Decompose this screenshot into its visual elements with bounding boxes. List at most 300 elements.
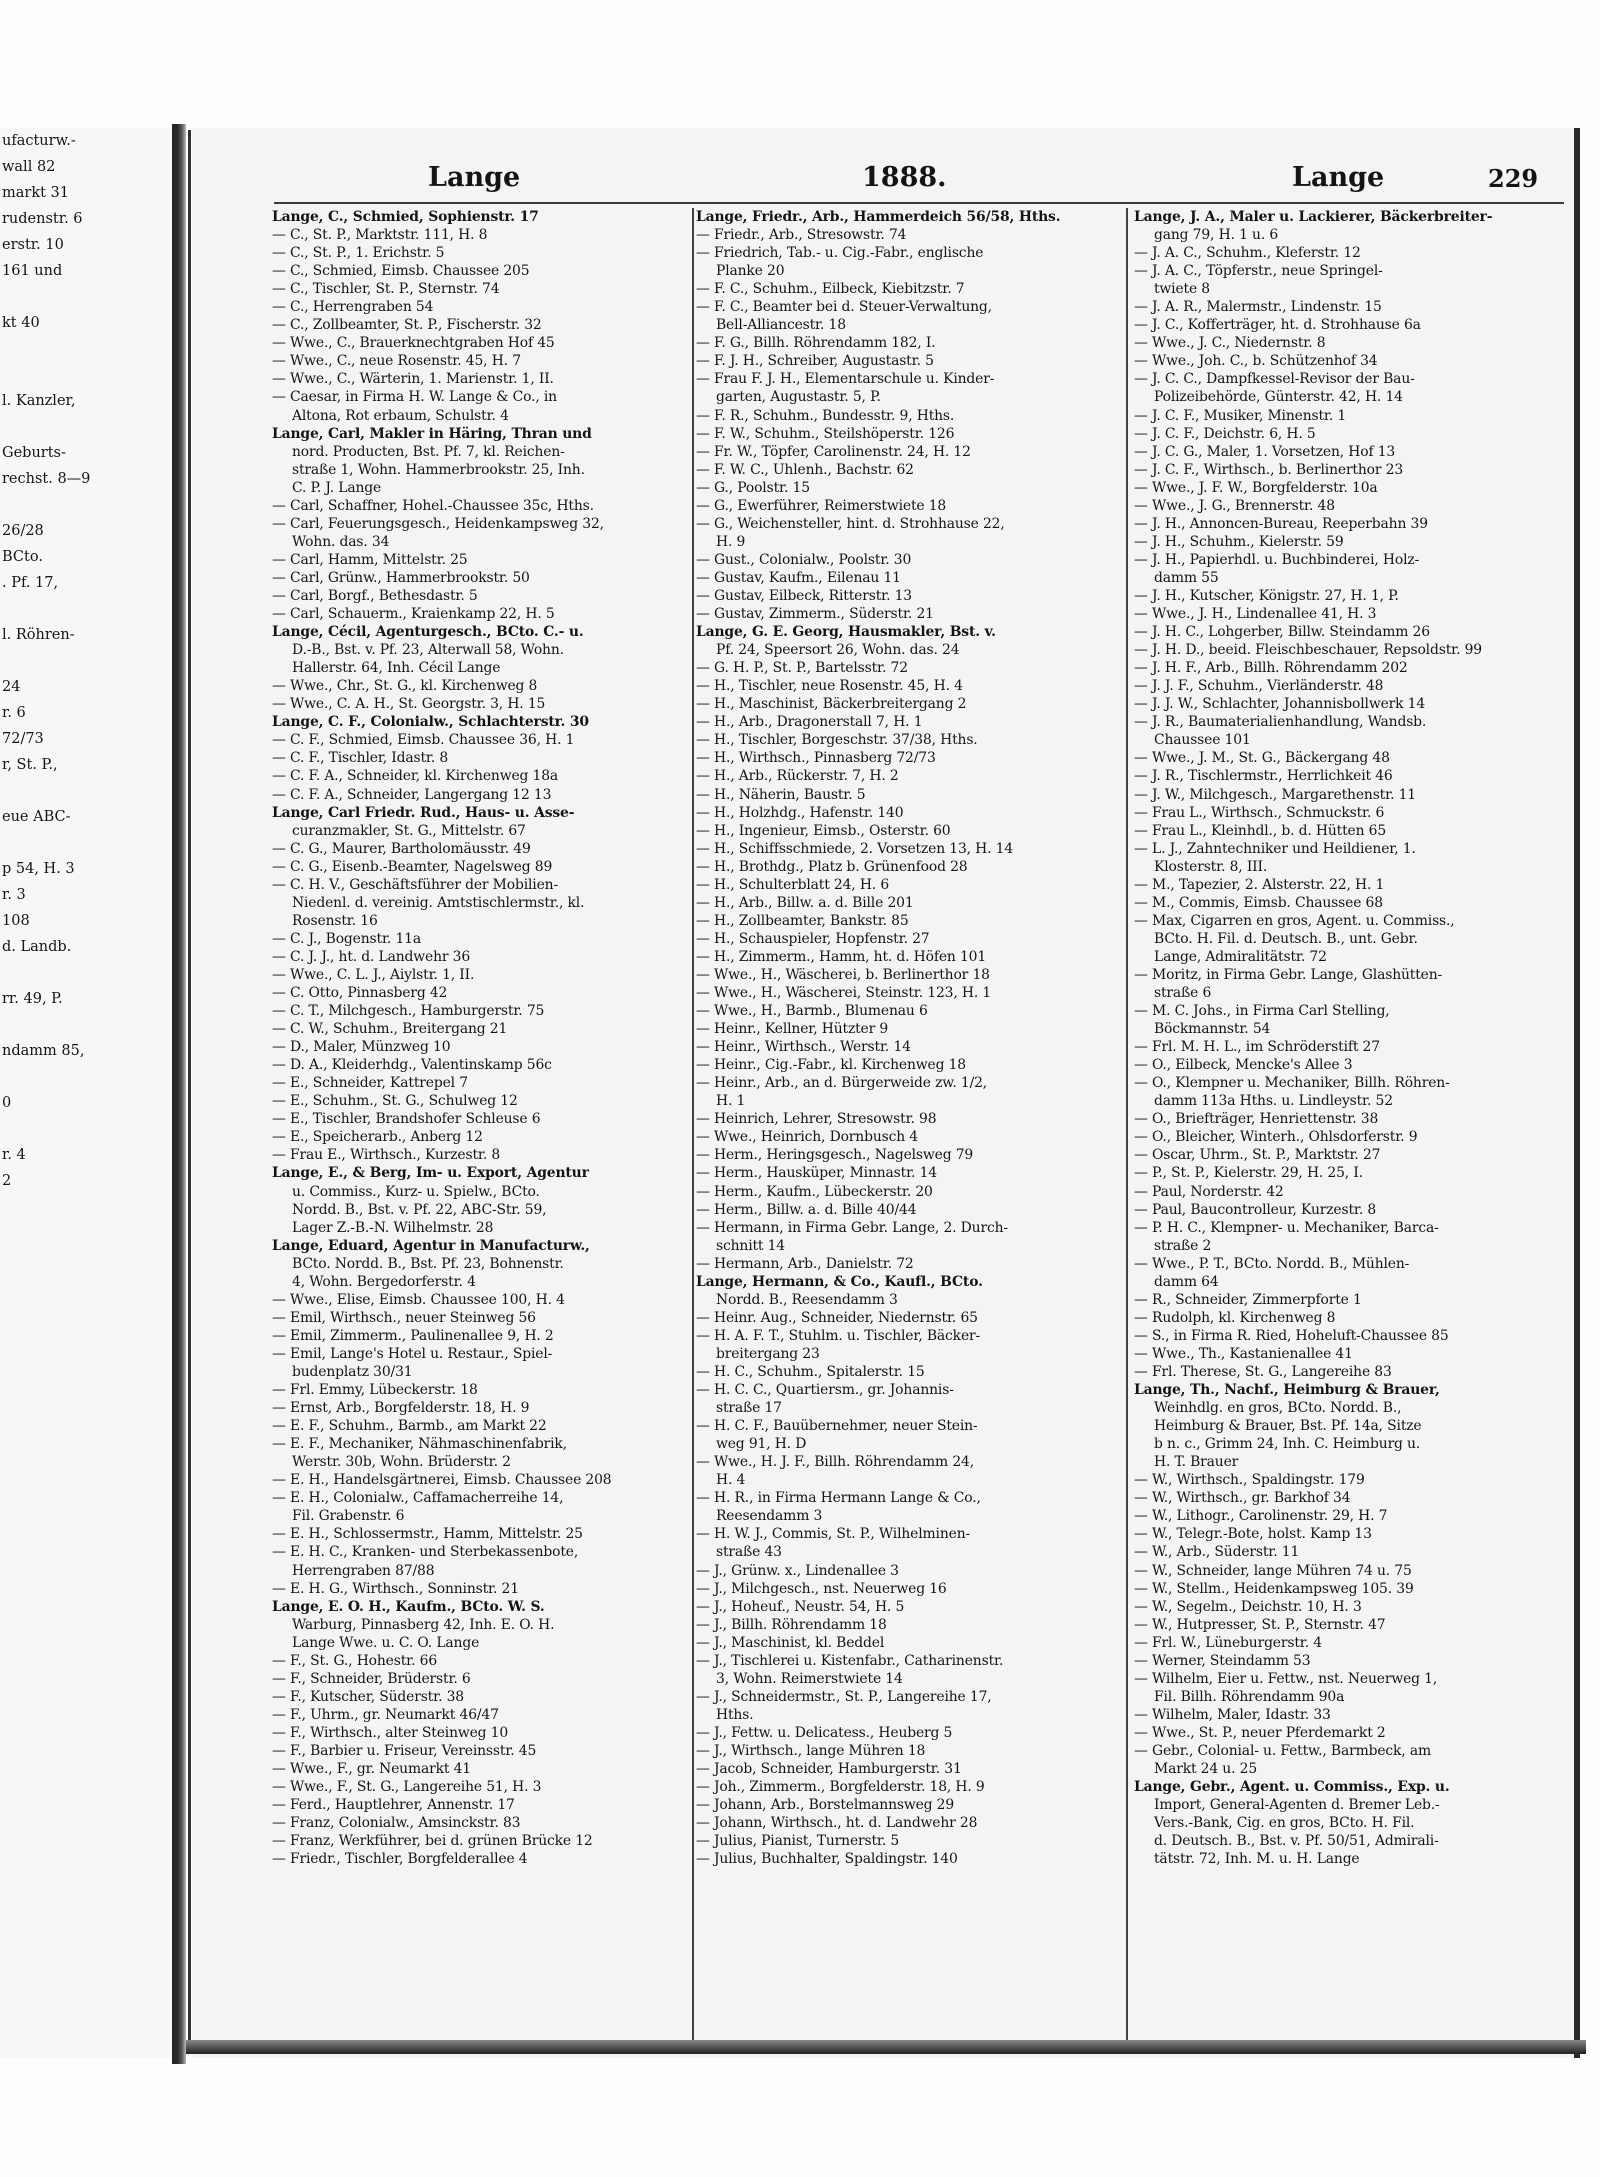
directory-entry: — J., Tischlerei u. Kistenfabr., Catharinenstr. bbox=[696, 1652, 1004, 1669]
directory-entry: — Rudolph, kl. Kirchenweg 8 bbox=[1134, 1309, 1336, 1326]
directory-entry: — E., Tischler, Brandshofer Schleuse 6 bbox=[272, 1111, 541, 1128]
directory-entry: — Wwe., J. H., Lindenallee 41, H. 3 bbox=[1134, 606, 1377, 623]
running-head-right: Lange bbox=[1292, 162, 1385, 193]
directory-entry: — Carl, Grünw., Hammerbrookstr. 50 bbox=[272, 569, 530, 586]
directory-entry: Heimburg & Brauer, Bst. Pf. 14a, Sitze bbox=[1154, 1418, 1422, 1435]
directory-entry: — H., Zimmerm., Hamm, ht. d. Höfen 101 bbox=[696, 948, 987, 965]
directory-entry: Nordd. B., Reesendamm 3 bbox=[716, 1291, 898, 1308]
directory-entry: — Frau L., Wirthsch., Schmuckstr. 6 bbox=[1134, 804, 1385, 821]
directory-entry: — Ernst, Arb., Borgfelderstr. 18, H. 9 bbox=[272, 1400, 530, 1417]
directory-entry: — S., in Firma R. Ried, Hoheluft-Chaussee 85 bbox=[1134, 1327, 1449, 1344]
left-page-text-fragment bbox=[0, 1402, 172, 1428]
directory-entry: — H., Brothdg., Platz b. Grünenfood 28 bbox=[696, 858, 968, 875]
left-page-text-fragment bbox=[0, 1896, 172, 1922]
directory-entry: Pf. 24, Speersort 26, Wohn. das. 24 bbox=[716, 642, 960, 659]
directory-entry: — Emil, Wirthsch., neuer Steinweg 56 bbox=[272, 1309, 536, 1326]
directory-entry: — C. H. V., Geschäftsführer der Mobilien- bbox=[272, 876, 558, 893]
directory-entry: Rosenstr. 16 bbox=[292, 912, 378, 929]
left-page-text-fragment: 26/28 bbox=[2, 523, 44, 539]
directory-entry: — J., Schneidermstr., St. P., Langereihe 17, bbox=[696, 1688, 992, 1705]
left-page-text-fragment bbox=[0, 1220, 172, 1246]
directory-entry: — J. J. W., Schlachter, Johannisbollwerk 14 bbox=[1134, 696, 1426, 713]
directory-entry: straße 6 bbox=[1154, 985, 1212, 1002]
left-page-text-fragment bbox=[0, 1740, 172, 1766]
directory-entry: — Caesar, in Firma H. W. Lange & Co., in bbox=[272, 389, 557, 406]
left-page-text-fragment: kt 40 bbox=[2, 315, 40, 331]
left-page-text-fragment bbox=[0, 648, 172, 674]
directory-entry: — H. C. F., Bauübernehmer, neuer Stein- bbox=[696, 1418, 978, 1435]
directory-entry: weg 91, H. D bbox=[716, 1436, 807, 1453]
directory-entry: Niedenl. d. vereinig. Amtstischlermstr., kl. bbox=[292, 894, 585, 911]
directory-entry: Import, General-Agenten d. Bremer Leb.- bbox=[1154, 1797, 1440, 1814]
directory-entry: — Paul, Baucontrolleur, Kurzestr. 8 bbox=[1134, 1201, 1377, 1218]
directory-entry: — J. H., Papierhdl. u. Buchbinderei, Holz- bbox=[1134, 551, 1420, 568]
directory-entry: — J. J. F., Schuhm., Vierländerstr. 48 bbox=[1134, 678, 1384, 695]
directory-entry: — H., Tischler, neue Rosenstr. 45, H. 4 bbox=[696, 678, 963, 695]
directory-entry: — J., Hoheuf., Neustr. 54, H. 5 bbox=[696, 1598, 905, 1615]
directory-entry: Lange, Cécil, Agenturgesch., BCto. C.- u. bbox=[272, 624, 584, 641]
directory-entry: — E. H. C., Kranken- und Sterbekassenbote, bbox=[272, 1544, 579, 1561]
directory-entry: — C., Herrengraben 54 bbox=[272, 299, 434, 316]
directory-entry: — Emil, Lange's Hotel u. Restaur., Spiel- bbox=[272, 1345, 553, 1362]
left-page-text-fragment: 2 bbox=[2, 1173, 12, 1189]
directory-entry: — L. J., Zahntechniker und Heildiener, 1. bbox=[1134, 840, 1416, 857]
directory-entry: — E. H. G., Wirthsch., Sonninstr. 21 bbox=[272, 1580, 519, 1597]
directory-entry: — J. H., Kutscher, Königstr. 27, H. 1, P. bbox=[1134, 587, 1399, 604]
column-3 bbox=[1134, 208, 1556, 1868]
left-page-text-fragment: rechst. 8—9 bbox=[2, 471, 91, 487]
directory-entry: — Friedr., Arb., Stresowstr. 74 bbox=[696, 227, 907, 244]
directory-entry: — Wwe., F., gr. Neumarkt 41 bbox=[272, 1761, 471, 1778]
directory-entry: tätstr. 72, Inh. M. u. H. Lange bbox=[1154, 1851, 1360, 1868]
directory-entry: damm 55 bbox=[1154, 569, 1219, 586]
directory-entry: — Herm., Kaufm., Lübeckerstr. 20 bbox=[696, 1183, 933, 1200]
directory-entry: — H., Näherin, Baustr. 5 bbox=[696, 786, 866, 803]
directory-entry: — Friedr., Tischler, Borgfelderallee 4 bbox=[272, 1851, 528, 1868]
left-page-text-fragment: erstr. 10 bbox=[2, 237, 64, 253]
directory-entry: — P., St. P., Kielerstr. 29, H. 25, I. bbox=[1134, 1165, 1363, 1182]
directory-entry: Polizeibehörde, Günterstr. 42, H. 14 bbox=[1154, 389, 1403, 406]
directory-entry: — H., Holzhdg., Hafenstr. 140 bbox=[696, 804, 904, 821]
directory-entry: — Moritz, in Firma Gebr. Lange, Glashütten- bbox=[1134, 966, 1443, 983]
directory-entry: Hths. bbox=[716, 1706, 754, 1723]
directory-entry: Reesendamm 3 bbox=[716, 1508, 823, 1525]
directory-entry: — H., Schauspieler, Hopfenstr. 27 bbox=[696, 930, 930, 947]
directory-entry: — H. W. J., Commis, St. P., Wilhelminen- bbox=[696, 1526, 971, 1543]
running-head-year: 1888. bbox=[862, 162, 947, 193]
directory-entry: straße 2 bbox=[1154, 1237, 1212, 1254]
directory-entry: — F., Wirthsch., alter Steinweg 10 bbox=[272, 1724, 509, 1741]
directory-entry: — H. A. F. T., Stuhlm. u. Tischler, Bäcker- bbox=[696, 1327, 981, 1344]
directory-entry: — Wilhelm, Maler, Idastr. 33 bbox=[1134, 1706, 1331, 1723]
directory-entry: — J. H., Annoncen-Bureau, Reeperbahn 39 bbox=[1134, 515, 1428, 532]
directory-entry: — E., Schneider, Kattrepel 7 bbox=[272, 1075, 468, 1092]
directory-entry: damm 64 bbox=[1154, 1273, 1219, 1290]
left-page-text-fragment bbox=[0, 1012, 172, 1038]
directory-entry: — Wwe., P. T., BCto. Nordd. B., Mühlen- bbox=[1134, 1255, 1410, 1272]
directory-entry: — Wwe., St. P., neuer Pferdemarkt 2 bbox=[1134, 1724, 1386, 1741]
directory-entry: — Jacob, Schneider, Hamburgerstr. 31 bbox=[696, 1761, 962, 1778]
directory-entry: — H., Zollbeamter, Bankstr. 85 bbox=[696, 912, 909, 929]
running-head-left: Lange bbox=[428, 162, 521, 193]
directory-entry: — Carl, Borgf., Bethesdastr. 5 bbox=[272, 587, 478, 604]
directory-entry: — F., Schneider, Brüderstr. 6 bbox=[272, 1670, 471, 1687]
left-page-text-fragment: p 54, H. 3 bbox=[2, 861, 75, 877]
left-page-text-fragment bbox=[0, 1818, 172, 1844]
directory-entry: — H. C., Schuhm., Spitalerstr. 15 bbox=[696, 1364, 925, 1380]
directory-entry: Chaussee 101 bbox=[1154, 732, 1251, 749]
directory-entry: — J. H. D., beeid. Fleischbeschauer, Repsoldstr. 99 bbox=[1134, 642, 1482, 659]
directory-entry: — Julius, Buchhalter, Spaldingstr. 140 bbox=[696, 1851, 958, 1868]
directory-entry: — C. F. A., Schneider, kl. Kirchenweg 18a bbox=[272, 768, 559, 785]
left-page-text-fragment bbox=[0, 1974, 172, 2000]
left-page-text-fragment: . Pf. 17, bbox=[2, 575, 59, 591]
directory-entry: Lange, Eduard, Agentur in Manufacturw., bbox=[272, 1237, 590, 1254]
directory-entry: — C. J., Bogenstr. 11a bbox=[272, 930, 421, 947]
column-separator bbox=[1126, 208, 1128, 2048]
directory-entry: schnitt 14 bbox=[716, 1237, 785, 1254]
book-gutter bbox=[172, 124, 186, 2064]
left-page-text-fragment: ufacturw.- bbox=[2, 133, 76, 149]
directory-entry: — Frl. M. H. L., im Schröderstift 27 bbox=[1134, 1039, 1380, 1056]
directory-entry: — G., Poolstr. 15 bbox=[696, 479, 810, 496]
directory-entry: — J. H. C., Lohgerber, Billw. Steindamm 26 bbox=[1134, 624, 1430, 641]
header-rule bbox=[274, 202, 1564, 204]
directory-entry: Fil. Grabenstr. 6 bbox=[292, 1508, 405, 1525]
directory-entry: — Wwe., H., Barmb., Blumenau 6 bbox=[696, 1003, 928, 1020]
directory-entry: — Franz, Colonialw., Amsinckstr. 83 bbox=[272, 1815, 521, 1832]
directory-entry: — J. A. C., Töpferstr., neue Springel- bbox=[1134, 263, 1383, 280]
page-number: 229 bbox=[1488, 164, 1539, 193]
directory-entry: — Carl, Schauerm., Kraienkamp 22, H. 5 bbox=[272, 606, 555, 623]
left-page-text-fragment bbox=[0, 1844, 172, 1870]
left-page-text-fragment bbox=[0, 1688, 172, 1714]
directory-entry: — Fr. W., Töpfer, Carolinenstr. 24, H. 12 bbox=[696, 443, 971, 460]
directory-entry: — G., Ewerführer, Reimerstwiete 18 bbox=[696, 497, 947, 514]
directory-entry: — Herm., Hausküper, Minnastr. 14 bbox=[696, 1165, 937, 1182]
directory-entry: — H., Schiffsschmiede, 2. Vorsetzen 13, H. 14 bbox=[696, 840, 1014, 857]
left-page-text-fragment bbox=[0, 1246, 172, 1272]
directory-entry: budenplatz 30/31 bbox=[292, 1364, 413, 1380]
directory-entry: — Heinr. Aug., Schneider, Niedernstr. 65 bbox=[696, 1309, 978, 1326]
directory-entry: Weinhdlg. en gros, BCto. Nordd. B., bbox=[1154, 1400, 1402, 1417]
directory-entry: — R., Schneider, Zimmerpforte 1 bbox=[1134, 1291, 1362, 1308]
directory-entry: — D., Maler, Münzweg 10 bbox=[272, 1039, 451, 1056]
left-page-text-fragment: r. 4 bbox=[2, 1147, 26, 1163]
directory-entry: — H., Arb., Billw. a. d. Bille 201 bbox=[696, 894, 914, 911]
directory-entry: — W., Hutpresser, St. P., Sternstr. 47 bbox=[1134, 1616, 1386, 1633]
left-page-text-fragment: r, St. P., bbox=[2, 757, 58, 773]
left-page-text-fragment bbox=[0, 1558, 172, 1584]
directory-entry: — Gustav, Kaufm., Eilenau 11 bbox=[696, 569, 901, 586]
directory-entry: — H., Maschinist, Bäckerbreitergang 2 bbox=[696, 696, 967, 713]
directory-entry: — G., Weichensteller, hint. d. Strohhause 22, bbox=[696, 515, 1005, 532]
directory-entry: 3, Wohn. Reimerstwiete 14 bbox=[716, 1670, 903, 1687]
directory-entry: — Wwe., Elise, Eimsb. Chaussee 100, H. 4 bbox=[272, 1291, 565, 1308]
directory-entry: — J. H. F., Arb., Billh. Röhrendamm 202 bbox=[1134, 660, 1408, 677]
directory-entry: curanzmakler, St. G., Mittelstr. 67 bbox=[292, 822, 526, 839]
directory-entry: — E., Speicherarb., Anberg 12 bbox=[272, 1129, 483, 1146]
left-page-text-fragment: 161 und bbox=[2, 263, 63, 279]
directory-entry: Lange Wwe. u. C. O. Lange bbox=[292, 1634, 480, 1651]
left-page-text-fragment bbox=[0, 1506, 172, 1532]
directory-entry: Lange, J. A., Maler u. Lackierer, Bäckerbreiter- bbox=[1134, 209, 1493, 225]
left-page-text-fragment bbox=[0, 1324, 172, 1350]
left-page-text-fragment bbox=[0, 1714, 172, 1740]
left-page-text-fragment: l. Kanzler, bbox=[2, 393, 76, 409]
directory-entry: — Julius, Pianist, Turnerstr. 5 bbox=[696, 1833, 900, 1850]
directory-entry: — F. G., Billh. Röhrendamm 182, I. bbox=[696, 335, 936, 352]
directory-entry: garten, Augustastr. 5, P. bbox=[716, 389, 881, 406]
directory-entry: — C., St. P., 1. Erichstr. 5 bbox=[272, 245, 445, 262]
directory-entry: straße 43 bbox=[716, 1544, 782, 1561]
directory-entry: — W., Schneider, lange Mühren 74 u. 75 bbox=[1134, 1562, 1412, 1579]
directory-entry: Wohn. das. 34 bbox=[292, 533, 390, 550]
directory-entry: Böckmannstr. 54 bbox=[1154, 1021, 1271, 1038]
directory-entry: Vers.-Bank, Cig. en gros, BCto. H. Fil. bbox=[1154, 1815, 1415, 1832]
directory-entry: — Wwe., C., Wärterin, 1. Marienstr. 1, II. bbox=[272, 371, 554, 388]
directory-entry: — Johann, Wirthsch., ht. d. Landwehr 28 bbox=[696, 1815, 978, 1832]
directory-entry: Warburg, Pinnasberg 42, Inh. E. O. H. bbox=[292, 1616, 555, 1633]
directory-entry: — J., Wirthsch., lange Mühren 18 bbox=[696, 1742, 926, 1759]
directory-entry: — W., Stellm., Heidenkampsweg 105. 39 bbox=[1134, 1580, 1414, 1597]
left-page-text-fragment bbox=[0, 1428, 172, 1454]
left-page-text-fragment: 24 bbox=[2, 679, 21, 695]
directory-entry: — H., Arb., Rückerstr. 7, H. 2 bbox=[696, 768, 899, 785]
directory-entry: H. 1 bbox=[716, 1093, 746, 1110]
left-page-text-fragment bbox=[0, 492, 172, 518]
directory-entry: — O., Bleicher, Winterh., Ohlsdorferstr. 9 bbox=[1134, 1129, 1418, 1146]
column-1 bbox=[272, 208, 690, 1868]
directory-entry: straße 1, Wohn. Hammerbrookstr. 25, Inh. bbox=[292, 461, 585, 478]
directory-entry: H. 9 bbox=[716, 533, 746, 550]
left-page-text-fragment: BCto. bbox=[2, 549, 43, 565]
directory-entry: d. Deutsch. B., Bst. v. Pf. 50/51, Admirali- bbox=[1154, 1833, 1439, 1850]
left-page-text-fragment bbox=[0, 1662, 172, 1688]
left-page-text-fragment bbox=[0, 960, 172, 986]
left-page-text-fragment bbox=[0, 1870, 172, 1896]
directory-entry: — H., Tischler, Borgeschstr. 37/38, Hths. bbox=[696, 732, 978, 749]
directory-entry: BCto. Nordd. B., Bst. Pf. 23, Bohnenstr. bbox=[292, 1255, 564, 1272]
directory-entry: — M., Commis, Eimsb. Chaussee 68 bbox=[1134, 894, 1383, 911]
directory-entry: — Carl, Schaffner, Hohel.-Chaussee 35c, Hths. bbox=[272, 497, 594, 514]
directory-entry: BCto. H. Fil. d. Deutsch. B., unt. Gebr. bbox=[1154, 930, 1418, 947]
directory-entry: — C. W., Schuhm., Breitergang 21 bbox=[272, 1021, 508, 1038]
left-page-text-fragment: 72/73 bbox=[2, 731, 44, 747]
directory-entry: — Wwe., Th., Kastanienallee 41 bbox=[1134, 1345, 1353, 1362]
directory-entry: Planke 20 bbox=[716, 263, 785, 280]
directory-entry: — Heinr., Kellner, Hützter 9 bbox=[696, 1021, 889, 1038]
left-page-text-fragment: rr. 49, P. bbox=[2, 991, 63, 1007]
directory-entry: — F., Uhrm., gr. Neumarkt 46/47 bbox=[272, 1706, 499, 1723]
directory-entry: Lange, C., Schmied, Sophienstr. 17 bbox=[272, 209, 539, 225]
directory-entry: — M. C. Johs., in Firma Carl Stelling, bbox=[1134, 1003, 1390, 1020]
directory-entry: Lange, Carl Friedr. Rud., Haus- u. Asse- bbox=[272, 804, 575, 821]
directory-entry: Klosterstr. 8, III. bbox=[1154, 858, 1268, 875]
left-page-text-fragment bbox=[0, 414, 172, 440]
directory-entry: — Wwe., H., Wäscherei, b. Berlinerthor 18 bbox=[696, 966, 990, 983]
left-page-fragment bbox=[0, 128, 172, 2058]
directory-entry: — Paul, Norderstr. 42 bbox=[1134, 1183, 1284, 1200]
directory-entry: — Franz, Werkführer, bei d. grünen Brücke 12 bbox=[272, 1833, 593, 1850]
directory-entry: — Gust., Colonialw., Poolstr. 30 bbox=[696, 551, 912, 568]
directory-entry: — Wwe., J. C., Niedernstr. 8 bbox=[1134, 335, 1326, 352]
directory-entry: — Werner, Steindamm 53 bbox=[1134, 1652, 1311, 1669]
directory-entry: straße 17 bbox=[716, 1400, 782, 1417]
directory-entry: — G. H. P., St. P., Bartelsstr. 72 bbox=[696, 660, 908, 677]
directory-entry: — E. F., Mechaniker, Nähmaschinenfabrik, bbox=[272, 1436, 567, 1453]
directory-entry: — C., Zollbeamter, St. P., Fischerstr. 32 bbox=[272, 317, 542, 334]
directory-entry: — Wwe., J. M., St. G., Bäckergang 48 bbox=[1134, 750, 1390, 767]
directory-entry: — J., Milchgesch., nst. Neuerweg 16 bbox=[696, 1580, 947, 1597]
directory-entry: — Heinrich, Lehrer, Stresowstr. 98 bbox=[696, 1111, 937, 1128]
directory-entry: Lange, G. E. Georg, Hausmakler, Bst. v. bbox=[696, 624, 996, 641]
directory-entry: — Frl. W., Lüneburgerstr. 4 bbox=[1134, 1634, 1322, 1651]
directory-entry: — Wwe., J. G., Brennerstr. 48 bbox=[1134, 497, 1335, 514]
left-page-text-fragment bbox=[0, 1116, 172, 1142]
directory-entry: — J., Billh. Röhrendamm 18 bbox=[696, 1616, 887, 1633]
left-page-text-fragment bbox=[0, 778, 172, 804]
left-page-text-fragment: rudenstr. 6 bbox=[2, 211, 83, 227]
left-page-text-fragment bbox=[0, 596, 172, 622]
directory-entry: — J. W., Milchgesch., Margarethenstr. 11 bbox=[1134, 786, 1416, 803]
directory-entry: — Carl, Feuerungsgesch., Heidenkampsweg 32, bbox=[272, 515, 604, 532]
directory-entry: — E., Schuhm., St. G., Schulweg 12 bbox=[272, 1093, 518, 1110]
left-page-text-fragment bbox=[0, 1272, 172, 1298]
directory-entry: — J. H., Schuhm., Kielerstr. 59 bbox=[1134, 533, 1344, 550]
left-page-text-fragment: markt 31 bbox=[2, 185, 69, 201]
directory-entry: — W., Lithogr., Carolinenstr. 29, H. 7 bbox=[1134, 1508, 1388, 1525]
directory-entry: — C., Tischler, St. P., Sternstr. 74 bbox=[272, 281, 500, 298]
directory-entry: — Max, Cigarren en gros, Agent. u. Commiss., bbox=[1134, 912, 1455, 929]
directory-entry: — Wwe., Heinrich, Dornbusch 4 bbox=[696, 1129, 918, 1146]
directory-entry: Lange, E. O. H., Kaufm., BCto. W. S. bbox=[272, 1598, 545, 1615]
directory-entry: — F., Barbier u. Friseur, Vereinsstr. 45 bbox=[272, 1742, 537, 1759]
directory-entry: — J. C. F., Deichstr. 6, H. 5 bbox=[1134, 425, 1316, 442]
left-page-text-fragment bbox=[0, 284, 172, 310]
directory-entry: — C. F., Tischler, Idastr. 8 bbox=[272, 750, 449, 767]
gutter-line bbox=[188, 130, 191, 2050]
left-page-text-fragment bbox=[0, 1584, 172, 1610]
directory-entry: Werstr. 30b, Wohn. Brüderstr. 2 bbox=[292, 1454, 511, 1471]
directory-entry: breitergang 23 bbox=[716, 1345, 820, 1362]
directory-entry: — Heinr., Arb., an d. Bürgerweide zw. 1/2, bbox=[696, 1075, 988, 1092]
directory-entry: — E. H., Handelsgärtnerei, Eimsb. Chaussee 208 bbox=[272, 1472, 612, 1489]
left-page-text-fragment bbox=[0, 1532, 172, 1558]
left-page-text-fragment bbox=[0, 1922, 172, 1948]
directory-entry: — C. F. A., Schneider, Langergang 12 13 bbox=[272, 786, 552, 803]
directory-entry: — H. R., in Firma Hermann Lange & Co., bbox=[696, 1490, 981, 1507]
directory-entry: — J. C. F., Wirthsch., b. Berlinerthor 23 bbox=[1134, 461, 1404, 478]
directory-entry: — F. W., Schuhm., Steilshöperstr. 126 bbox=[696, 425, 955, 442]
directory-entry: Lange, Friedr., Arb., Hammerdeich 56/58, Hths. bbox=[696, 209, 1061, 225]
directory-entry: — C. T., Milchgesch., Hamburgerstr. 75 bbox=[272, 1003, 545, 1020]
directory-entry: Lange, E., & Berg, Im- u. Export, Agentur bbox=[272, 1165, 589, 1182]
directory-entry: — Wwe., C., Brauerknechtgraben Hof 45 bbox=[272, 335, 555, 352]
directory-entry: Lange, C. F., Colonialw., Schlachterstr. 30 bbox=[272, 714, 589, 731]
directory-entry: damm 113a Hths. u. Lindleystr. 52 bbox=[1154, 1093, 1393, 1110]
left-page-text-fragment bbox=[0, 830, 172, 856]
directory-entry: — Joh., Zimmerm., Borgfelderstr. 18, H. 9 bbox=[696, 1779, 985, 1796]
directory-entry: H. T. Brauer bbox=[1154, 1454, 1239, 1471]
directory-entry: — J. C. C., Dampfkessel-Revisor der Bau- bbox=[1134, 371, 1415, 388]
directory-entry: Lange, Admiralitätstr. 72 bbox=[1154, 948, 1327, 965]
directory-page bbox=[192, 128, 1580, 2058]
directory-entry: b n. c., Grimm 24, Inh. C. Heimburg u. bbox=[1154, 1436, 1421, 1453]
column-2 bbox=[696, 208, 1122, 1868]
directory-entry: Lange, Hermann, & Co., Kaufl., BCto. bbox=[696, 1273, 983, 1290]
directory-entry: — F., St. G., Hohestr. 66 bbox=[272, 1652, 438, 1669]
directory-entry: — F., Kutscher, Süderstr. 38 bbox=[272, 1688, 464, 1705]
directory-entry: — Johann, Arb., Borstelmannsweg 29 bbox=[696, 1797, 955, 1814]
directory-entry: — Wilhelm, Eier u. Fettw., nst. Neuerweg 1, bbox=[1134, 1670, 1438, 1687]
directory-entry: — Herm., Billw. a. d. Bille 40/44 bbox=[696, 1201, 917, 1218]
left-page-text-fragment bbox=[0, 1792, 172, 1818]
left-page-text-fragment: wall 82 bbox=[2, 159, 56, 175]
column-separator bbox=[692, 208, 694, 2048]
directory-entry: — O., Briefträger, Henriettenstr. 38 bbox=[1134, 1111, 1379, 1128]
directory-entry: — Frau E., Wirthsch., Kurzestr. 8 bbox=[272, 1147, 501, 1164]
directory-entry: H. 4 bbox=[716, 1472, 746, 1489]
directory-entry: — J. C. G., Maler, 1. Vorsetzen, Hof 13 bbox=[1134, 443, 1396, 460]
left-page-text-fragment: d. Landb. bbox=[2, 939, 72, 955]
directory-entry: u. Commiss., Kurz- u. Spielw., BCto. bbox=[292, 1183, 540, 1200]
directory-entry: — C. Otto, Pinnasberg 42 bbox=[272, 985, 448, 1002]
directory-entry: — Oscar, Uhrm., St. P., Marktstr. 27 bbox=[1134, 1147, 1381, 1164]
left-page-text-fragment bbox=[0, 1610, 172, 1636]
directory-entry: — C. J. J., ht. d. Landwehr 36 bbox=[272, 948, 471, 965]
left-page-text-fragment: r. 3 bbox=[2, 887, 26, 903]
directory-entry: — Frau F. J. H., Elementarschule u. Kinder- bbox=[696, 371, 995, 388]
directory-entry: — W., Telegr.-Bote, holst. Kamp 13 bbox=[1134, 1526, 1372, 1543]
left-page-text-fragment bbox=[0, 1350, 172, 1376]
directory-entry: — F. C., Schuhm., Eilbeck, Kiebitzstr. 7 bbox=[696, 281, 965, 298]
directory-entry: — Carl, Hamm, Mittelstr. 25 bbox=[272, 551, 468, 568]
directory-entry: — Herm., Heringsgesch., Nagelsweg 79 bbox=[696, 1147, 974, 1164]
directory-entry: 4, Wohn. Bergedorferstr. 4 bbox=[292, 1273, 476, 1290]
directory-entry: — W., Wirthsch., gr. Barkhof 34 bbox=[1134, 1490, 1351, 1507]
left-page-text-fragment: 108 bbox=[2, 913, 30, 929]
left-page-text-fragment: r. 6 bbox=[2, 705, 26, 721]
directory-entry: nord. Producten, Bst. Pf. 7, kl. Reichen- bbox=[292, 443, 565, 460]
directory-entry: Bell-Alliancestr. 18 bbox=[716, 317, 846, 334]
directory-entry: — Hermann, Arb., Danielstr. 72 bbox=[696, 1255, 914, 1272]
directory-entry: — O., Eilbeck, Mencke's Allee 3 bbox=[1134, 1057, 1353, 1074]
directory-entry: C. P. J. Lange bbox=[292, 479, 382, 496]
directory-entry: Lange, Th., Nachf., Heimburg & Brauer, bbox=[1134, 1382, 1440, 1399]
directory-entry: — Heinr., Wirthsch., Werstr. 14 bbox=[696, 1039, 911, 1056]
directory-entry: — Gustav, Zimmerm., Süderstr. 21 bbox=[696, 606, 934, 623]
page-bottom-edge bbox=[186, 2040, 1586, 2054]
directory-entry: Hallerstr. 64, Inh. Cécil Lange bbox=[292, 660, 501, 677]
left-page-text-fragment: Geburts- bbox=[2, 445, 66, 461]
directory-entry: — C. F., Schmied, Eimsb. Chaussee 36, H. 1 bbox=[272, 732, 575, 749]
directory-entry: — Ferd., Hauptlehrer, Annenstr. 17 bbox=[272, 1797, 515, 1814]
directory-entry: gang 79, H. 1 u. 6 bbox=[1154, 227, 1279, 244]
directory-entry: — P. H. C., Klempner- u. Mechaniker, Barca- bbox=[1134, 1219, 1439, 1236]
directory-entry: — J. R., Tischlermstr., Herrlichkeit 46 bbox=[1134, 768, 1393, 785]
directory-entry: — C., Schmied, Eimsb. Chaussee 205 bbox=[272, 263, 530, 280]
left-page-text-fragment: eue ABC- bbox=[2, 809, 71, 825]
directory-entry: — W., Wirthsch., Spaldingstr. 179 bbox=[1134, 1472, 1365, 1489]
directory-entry: — Wwe., H. J. F., Billh. Röhrendamm 24, bbox=[696, 1454, 974, 1471]
left-page-text-fragment bbox=[0, 1948, 172, 1974]
directory-entry: — Hermann, in Firma Gebr. Lange, 2. Durch- bbox=[696, 1219, 1008, 1236]
directory-entry: — F. J. H., Schreiber, Augustastr. 5 bbox=[696, 353, 934, 370]
directory-entry: D.-B., Bst. v. Pf. 23, Alterwall 58, Wohn. bbox=[292, 642, 564, 659]
directory-entry: — J. C. F., Musiker, Minenstr. 1 bbox=[1134, 407, 1347, 424]
directory-entry: Herrengraben 87/88 bbox=[292, 1562, 435, 1579]
